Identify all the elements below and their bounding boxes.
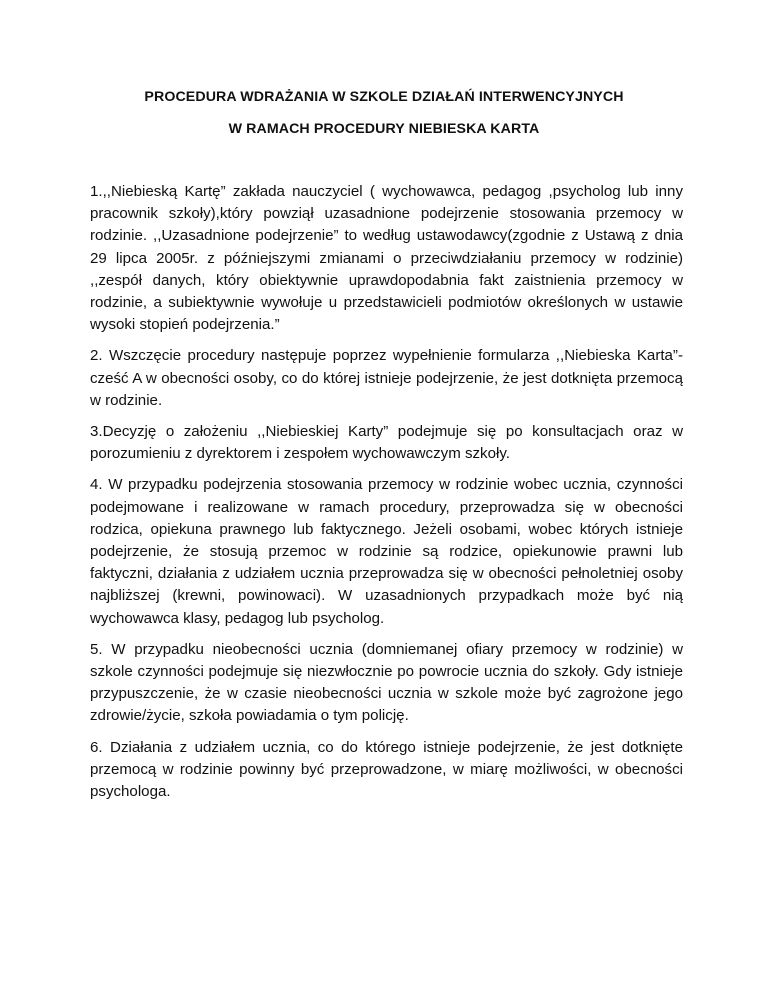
document-body <box>90 181 683 803</box>
document-title-line-2: W RAMACH PROCEDURY NIEBIESKA KARTA <box>228 121 540 137</box>
paragraph-2: 2. Wszczęcie procedury następuje poprzez wypełnienie formularza ,,Niebieska Karta”- cześć A w obecności osoby, co do której istnieje podejrzenie, że jest dotknięta przemocą w rodzinie. <box>90 347 683 409</box>
paragraph-6: 6. Działania z udziałem ucznia, co do którego istnieje podejrzenie, że jest dotknięte przemocą w rodzinie powinny być przeprowadzone, w miarę możliwości, w obecności psychologa. <box>90 738 683 801</box>
paragraph-4: 4. W przypadku podejrzenia stosowania przemocy w rodzinie wobec ucznia, czynności podejmowane i realizowane w ramach procedury, przeprowadza się w obecności rodzica, opiekuna prawnego lub faktycznego. Jeżeli osobami, wobec których istnieje podejrzenie, że stosują przemoc w rodzinie są rodzice, opiekunowie prawni lub faktyczni, działania z udziałem ucznia przeprowadza się w obecności pełnoletniej osoby najbliższej (krewni, powinowaci). W uzasadnionych przypadkach może być nią wychowawca klasy, pedagog lub psycholog. <box>90 476 683 627</box>
document-title-line-1: PROCEDURA WDRAŻANIA W SZKOLE DZIAŁAŃ INTERWENCYJNYCH <box>144 89 624 105</box>
paragraph-1: 1.,,Niebieską Kartę” zakłada nauczyciel ( wychowawca, pedagog ,psycholog lub inny pracownik szkoły),który powziął uzasadnione podejrzenie stosowania przemocy w rodzinie. ,,Uzasadnione podejrzenie” to według ustawodawcy(zgodnie z Ustawą z dnia 29 lipca 2005r. z późniejszymi zmianami o przeciwdziałaniu przemocy w rodzinie) ,,zespół danych, który obiektywnie uprawdopodabnia fakt zaistnienia przemocy w rodzinie, a subiektywnie wywołuje u przedstawicieli podmiotów określonych w ustawie wysoki stopień podejrzenia.” <box>90 183 683 334</box>
paragraph-3: 3.Decyzję o założeniu ,,Niebieskiej Karty” podejmuje się po konsultacjach oraz w porozumieniu z dyrektorem i zespołem wychowawczym szkoły. <box>90 423 683 463</box>
paragraph-5: 5. W przypadku nieobecności ucznia (domniemanej ofiary przemocy w rodzinie) w szkole czynności podejmuje się niezwłocznie po powrocie ucznia do szkoły. Gdy istnieje przypuszczenie, że w czasie nieobecności ucznia w szkole może być zagrożone jego zdrowie/życie, szkoła powiadamia o tym policję. <box>90 640 683 725</box>
